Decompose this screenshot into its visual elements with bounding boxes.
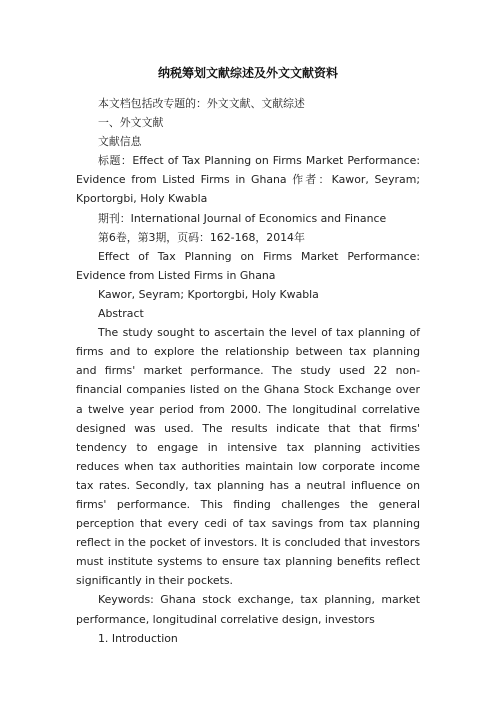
document-body (76, 94, 420, 648)
literature-info-label: 文献信息 (98, 135, 142, 149)
paper-authors: Kawor, Seyram; Kportorgbi, Holy Kwabla (98, 287, 319, 301)
document-title: 纳税筹划文献综述及外文文献资料 (157, 66, 338, 80)
abstract-heading: Abstract (98, 307, 144, 321)
abstract-text: The study sought to ascertain the level of tax planning of firms and to explore the relationship between tax planning and firms' market performance. The study used 22 non-financial companies listed on the Ghana Stock Exchange over a twelve year period from 2000. The longitudinal correlative designed was used. The results indicate that that firms' tendency to engage in intensive tax planning activities reduces when tax authorities maintain low corporate income tax rates. Secondly, tax planning has a neutral influence on firms' performance. This finding challenges the general perception that every cedi of tax savings from tax planning reflect in the pocket of investors. It is concluded that investors must institute systems to ensure tax planning benefits reflect significantly in their pockets. (76, 326, 420, 588)
paper-title: Effect of Tax Planning on Firms Market Performance: Evidence from Listed Firms in Ghana (76, 249, 420, 282)
scope-note: 本文档包括改专题的：外文文献、文献综述 (98, 97, 305, 110)
journal-line: 期刊：International Journal of Economics and Finance (98, 211, 387, 225)
introduction-heading: 1. Introduction (98, 631, 178, 645)
keywords-line: Keywords: Ghana stock exchange, tax planning, market performance, longitudinal correlative design, investors (76, 593, 420, 626)
volume-issue-line: 第6卷，第3期，页码：162-168，2014年 (98, 230, 305, 244)
section-heading-foreign-literature: 一、外文文献 (98, 116, 164, 130)
title-author-line: 标题：Effect of Tax Planning on Firms Market Performance: Evidence from Listed Firms in Ghana 作者：Kawor, Seyram; Kportorgbi, Holy Kwabla (76, 154, 420, 206)
